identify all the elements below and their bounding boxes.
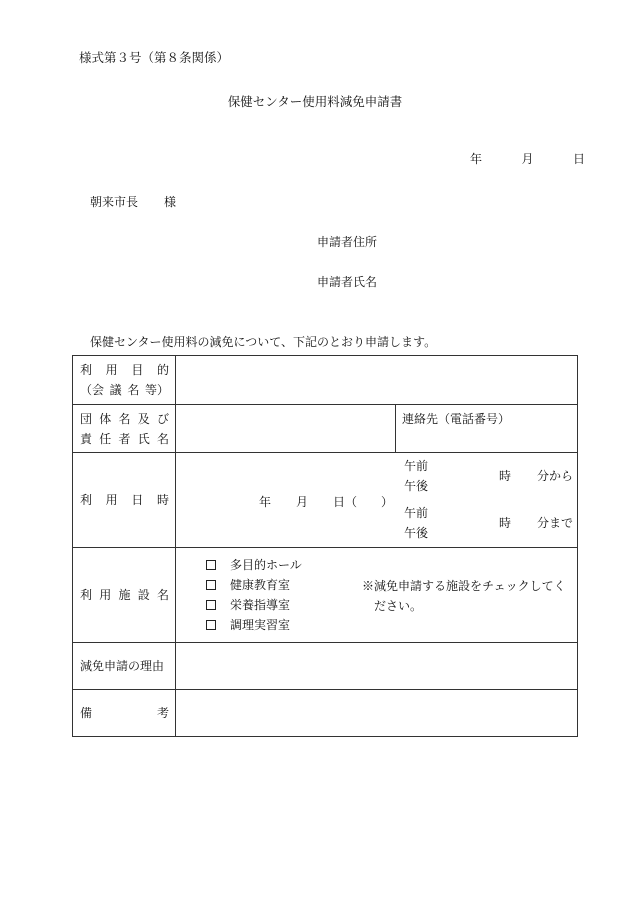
facility-option[interactable] bbox=[206, 555, 302, 575]
reason-label bbox=[73, 643, 176, 689]
facility-option-label: 調理実習室 bbox=[230, 618, 291, 632]
use-month-label: 月 bbox=[296, 495, 309, 509]
facility-option-label: 栄養指導室 bbox=[230, 598, 291, 612]
reason-label-text: 減免申請の理由 bbox=[80, 659, 165, 673]
label-char: 施 bbox=[118, 588, 131, 602]
facility-option[interactable] bbox=[206, 595, 302, 615]
start-from-label: 分から bbox=[537, 469, 574, 483]
label-char: 氏 bbox=[137, 431, 150, 446]
label-char: 設 bbox=[137, 588, 150, 602]
label-char: 用 bbox=[105, 493, 118, 507]
label-char: 的 bbox=[156, 363, 169, 377]
label-char: 体 bbox=[99, 411, 112, 426]
label-char: 名 bbox=[127, 383, 140, 397]
label-char: 日 bbox=[131, 493, 144, 507]
label-char: 者 bbox=[118, 431, 131, 446]
start-hour-label: 時 bbox=[499, 469, 512, 483]
end-pm-label: 午後 bbox=[404, 526, 429, 540]
facility-option[interactable] bbox=[206, 615, 302, 635]
body-text: 保健センター使用料の減免について、下記のとおり申請します。 bbox=[90, 335, 437, 349]
datetime-label bbox=[73, 453, 176, 547]
purpose-label bbox=[73, 356, 176, 404]
form-number: 様式第３号（第８条関係） bbox=[79, 50, 230, 65]
facility-note-line: ※減免申請する施設をチェックしてく bbox=[362, 579, 566, 593]
checkbox-icon[interactable] bbox=[206, 580, 216, 590]
label-char: 利 bbox=[80, 493, 93, 507]
contact-label: 連絡先（電話番号） bbox=[402, 412, 511, 426]
facility-option-label: 健康教育室 bbox=[230, 578, 291, 592]
label-char: 用 bbox=[99, 588, 112, 602]
applicant-address-label: 申請者住所 bbox=[317, 235, 378, 249]
label-char: （会 bbox=[80, 383, 105, 397]
label-char: 任 bbox=[99, 431, 112, 446]
start-pm-label: 午後 bbox=[404, 479, 429, 493]
addressee-name: 朝来市長 bbox=[90, 195, 139, 209]
contact-divider bbox=[395, 405, 396, 452]
purpose-field[interactable] bbox=[176, 356, 577, 404]
organization-field[interactable] bbox=[176, 405, 577, 452]
applicant-name-label: 申請者氏名 bbox=[317, 275, 378, 289]
label-char: 及 bbox=[137, 411, 150, 426]
use-year-label: 年 bbox=[259, 495, 272, 509]
datetime-field[interactable] bbox=[176, 453, 577, 547]
facility-option[interactable] bbox=[206, 575, 302, 595]
checkbox-icon[interactable] bbox=[206, 560, 216, 570]
use-day-label: 日（ ） bbox=[333, 495, 394, 509]
remarks-row bbox=[73, 690, 577, 736]
datetime-row bbox=[73, 453, 577, 548]
facility-note-line: ださい。 bbox=[374, 599, 423, 613]
organization-row bbox=[73, 405, 577, 453]
label-char: 利 bbox=[80, 363, 93, 377]
label-char: 議 bbox=[109, 383, 122, 397]
label-char: 考 bbox=[156, 706, 169, 720]
facility-note bbox=[362, 576, 566, 616]
remarks-label bbox=[73, 690, 176, 736]
label-char: 名 bbox=[156, 431, 169, 446]
facility-option-label: 多目的ホール bbox=[230, 558, 302, 572]
label-char: 団 bbox=[80, 411, 93, 426]
application-date bbox=[470, 150, 585, 167]
remarks-field[interactable] bbox=[176, 690, 577, 736]
label-char: 名 bbox=[156, 588, 169, 602]
reason-field[interactable] bbox=[176, 643, 577, 689]
facility-list bbox=[206, 555, 302, 635]
day-label: 日 bbox=[572, 152, 585, 166]
start-am-label: 午前 bbox=[404, 459, 429, 473]
organization-label bbox=[73, 405, 176, 452]
label-char: 名 bbox=[118, 411, 131, 426]
label-char: 目 bbox=[131, 363, 144, 377]
label-char: び bbox=[156, 411, 169, 426]
end-until-label: 分まで bbox=[537, 516, 574, 530]
purpose-row bbox=[73, 356, 577, 405]
year-label: 年 bbox=[470, 152, 483, 166]
document-title: 保健センター使用料減免申請書 bbox=[227, 94, 403, 109]
label-char: 責 bbox=[80, 431, 93, 446]
application-table bbox=[72, 355, 578, 737]
facility-field bbox=[176, 548, 577, 642]
checkbox-icon[interactable] bbox=[206, 620, 216, 630]
label-char: 時 bbox=[156, 493, 169, 507]
label-char: 用 bbox=[105, 363, 118, 377]
addressee bbox=[90, 193, 176, 210]
label-char: 利 bbox=[80, 588, 93, 602]
reason-row bbox=[73, 643, 577, 690]
label-char: 備 bbox=[80, 706, 93, 720]
month-label: 月 bbox=[521, 152, 534, 166]
facility-row bbox=[73, 548, 577, 643]
addressee-honorific: 様 bbox=[164, 195, 177, 209]
checkbox-icon[interactable] bbox=[206, 600, 216, 610]
label-char: 等） bbox=[144, 383, 169, 397]
facility-label bbox=[73, 548, 176, 642]
end-hour-label: 時 bbox=[499, 516, 512, 530]
end-am-label: 午前 bbox=[404, 506, 429, 520]
